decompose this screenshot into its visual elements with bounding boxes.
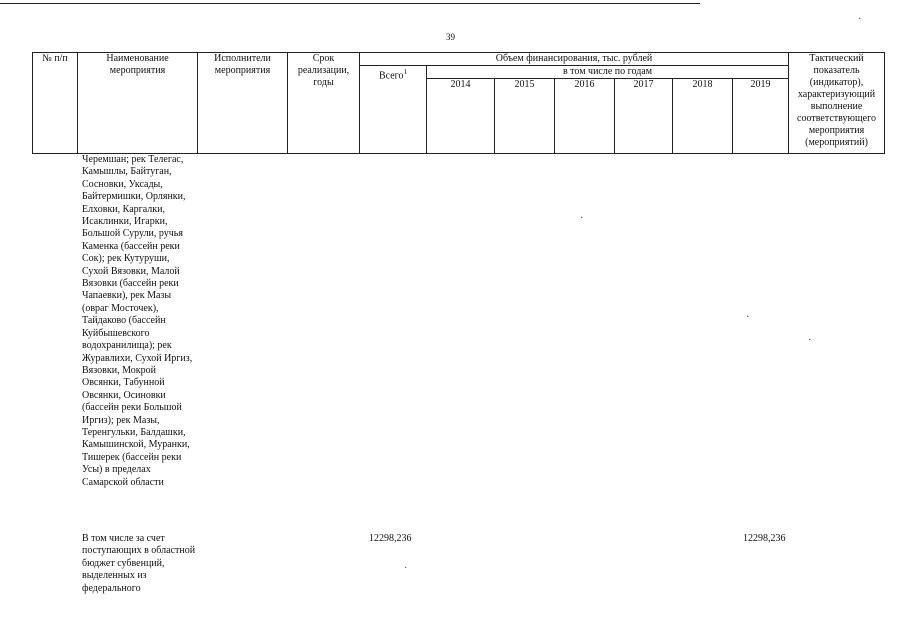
scan-dot: · xyxy=(746,312,750,323)
header-year-2014: 2014 xyxy=(427,79,495,154)
header-executors: Исполнители мероприятия xyxy=(198,53,288,154)
scan-dot: · xyxy=(580,213,584,224)
page-number: 39 xyxy=(446,32,455,42)
top-rule xyxy=(0,3,700,4)
scan-dot: · xyxy=(808,335,812,346)
header-year-2015: 2015 xyxy=(495,79,555,154)
header-year-2019: 2019 xyxy=(733,79,789,154)
financing-table-header xyxy=(32,52,884,154)
header-number: № п/п xyxy=(33,53,78,154)
header-year-2018: 2018 xyxy=(673,79,733,154)
scan-dot: · xyxy=(858,14,862,25)
year-2019-value: 12298,236 xyxy=(743,533,786,544)
scan-dot: · xyxy=(404,563,408,574)
measure-name-subvention: В том числе за счет поступающих в областной бюджет субвенций, выделенных из федерального xyxy=(82,533,196,594)
measure-name-continuation: Черемшан; рек Телегас, Камышлы, Байтуган, Сосновки, Уксады, Байтермишки, Орлянки, Елховки, Каргалки, Исаклинки, Игарки, Большой Сурули, ручья Каменка (бассейн реки Сок); рек Кутуруши, Сухой Вязовки, Малой Вязовки (бассейн реки Чапаевки), рек Мазы (овраг Мосточек), Тайдаково (бассейн Куйбышевского водохранилища); рек Журавлихи, Сухой Иргиз, Вязовки, Мокрой Овсянки, Табунной Овсянки, Осиновки (бассейн реки Большой Иргиз); рек Мазы, Теренгульки, Балдашки, Камышинской, Муранки, Тишерек (бассейн реки Усы) в пределах Самарской области xyxy=(82,154,193,488)
header-by-years: в том числе по годам xyxy=(427,66,789,79)
header-year-2016: 2016 xyxy=(555,79,615,154)
total-value: 12298,236 xyxy=(369,533,412,544)
header-financing: Объем финансирования, тыс. рублей xyxy=(360,53,789,66)
header-total: Всего$^1$ xyxy=(360,66,427,154)
header-year-2017: 2017 xyxy=(615,79,673,154)
header-name: Наименование мероприятия xyxy=(78,53,198,154)
header-indicator: Тактический показатель (индикатор), характеризующий выполнение соответствующего мероприятия (мероприятий) xyxy=(789,53,885,154)
header-term: Срок реализации, годы xyxy=(288,53,360,154)
